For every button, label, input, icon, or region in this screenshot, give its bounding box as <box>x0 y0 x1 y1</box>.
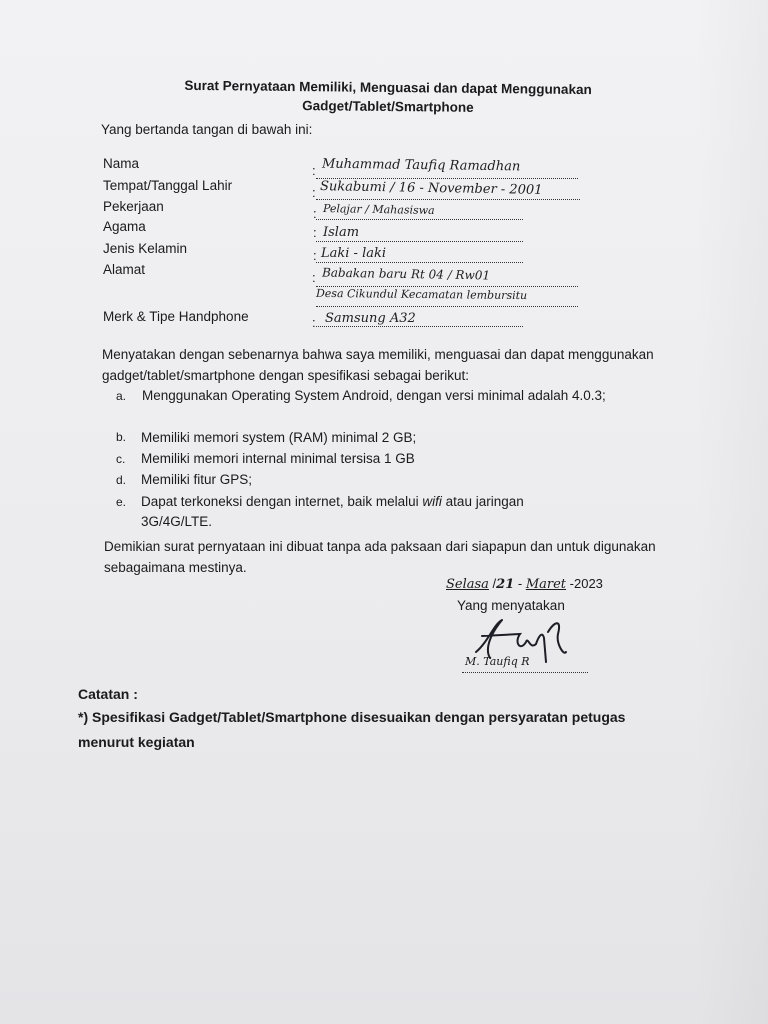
colon: : <box>313 225 317 240</box>
dotted-line <box>316 326 523 327</box>
signature-year: 2023 <box>573 576 603 591</box>
spec-item-internet-text-after: atau jaringan <box>441 494 524 509</box>
field-label-pekerjaan: Pekerjaan <box>103 199 164 214</box>
field-label-ttl: Tempat/Tanggal Lahir <box>103 178 233 193</box>
colon: : <box>312 270 316 285</box>
intro-text: Yang bertanda tangan di bawah ini: <box>101 122 313 137</box>
signature-dotted-line <box>462 672 588 673</box>
spec-item-internet-text: Dapat terkoneksi dengan internet, baik melalui <box>141 494 423 509</box>
list-marker: c. <box>116 452 126 466</box>
spec-item-internet-wifi: wifi <box>422 494 442 509</box>
colon: : <box>312 163 316 178</box>
notes-body: *) Spesifikasi Gadget/Tablet/Smartphone disesuaikan dengan persyaratan petugas menurut kegiatan <box>78 709 626 750</box>
title-line-1: Surat Pernyataan Memiliki, Menguasai dan dapat Menggunakan <box>184 77 592 98</box>
title-line-2: Gadget/Tablet/Smartphone <box>302 98 474 115</box>
colon: : <box>313 206 317 221</box>
document-title <box>100 75 676 119</box>
spec-item-storage: Memiliki memori internal minimal tersisa 1 GB <box>141 451 415 466</box>
notes-title: Catatan : <box>78 686 138 702</box>
spec-item-os: Menggunakan Operating System Android, dengan versi minimal adalah 4.0.3; <box>142 388 606 403</box>
dotted-line <box>316 241 523 242</box>
closing-paragraph: Demikian surat pernyataan ini dibuat tanpa ada paksaan dari siapapun dan untuk digunakan sebagaimana mestinya. <box>104 539 656 575</box>
paper-fold-shadow <box>695 0 768 1024</box>
signature-month: Maret <box>525 577 567 592</box>
list-marker: e. <box>116 495 127 509</box>
spec-item-internet <box>141 492 671 532</box>
field-value-pekerjaan: Pelajar / Mahasiswa <box>322 202 435 217</box>
spec-item-gps: Memiliki fitur GPS; <box>141 472 253 487</box>
field-value-ttl: Sukabumi / 16 - November - 2001 <box>319 179 543 198</box>
field-label-alamat: Alamat <box>103 262 146 277</box>
field-label-agama: Agama <box>103 219 146 234</box>
signature-date: Selasa /21 - Maret -2023 <box>446 576 603 592</box>
dotted-line <box>316 219 523 220</box>
spec-item-ram: Memiliki memori system (RAM) minimal 2 GB; <box>141 430 417 445</box>
list-marker: b. <box>116 430 127 444</box>
dotted-line <box>316 199 580 200</box>
colon: : <box>312 185 316 200</box>
dotted-line <box>316 306 578 307</box>
signature-date-day: 21 <box>496 577 515 592</box>
spec-item-internet-line-2: 3G/4G/LTE. <box>141 514 213 529</box>
list-marker: a. <box>116 389 127 403</box>
field-value-handphone: Samsung A32 <box>325 311 416 326</box>
colon: : <box>313 248 317 263</box>
field-value-jenis-kelamin: Laki - laki <box>321 246 387 261</box>
field-value-alamat: Babakan baru Rt 04 / Rw01 <box>321 265 491 283</box>
signature-day: Selasa <box>446 577 489 592</box>
statement-paragraph: Menyatakan dengan sebenarnya bahwa saya memiliki, menguasai dan dapat menggunakan gadget/tablet/smartphone dengan spesifikasi sebagai berikut: <box>102 347 654 383</box>
colon: : <box>312 315 316 330</box>
field-label-jenis-kelamin: Jenis Kelamin <box>103 241 188 256</box>
list-marker: d. <box>116 473 127 487</box>
field-label-handphone: Merk & Tipe Handphone <box>103 309 249 324</box>
signature-name: M. Taufiq R <box>465 655 530 668</box>
dotted-line <box>316 262 523 263</box>
field-value-alamat-line-2: Desa Cikundul Kecamatan lembursitu <box>315 286 528 303</box>
field-label-nama: Nama <box>103 156 140 171</box>
field-value-agama: Islam <box>323 225 360 240</box>
signature-role: Yang menyatakan <box>457 598 565 613</box>
field-value-nama: Muhammad Taufiq Ramadhan <box>321 156 521 175</box>
